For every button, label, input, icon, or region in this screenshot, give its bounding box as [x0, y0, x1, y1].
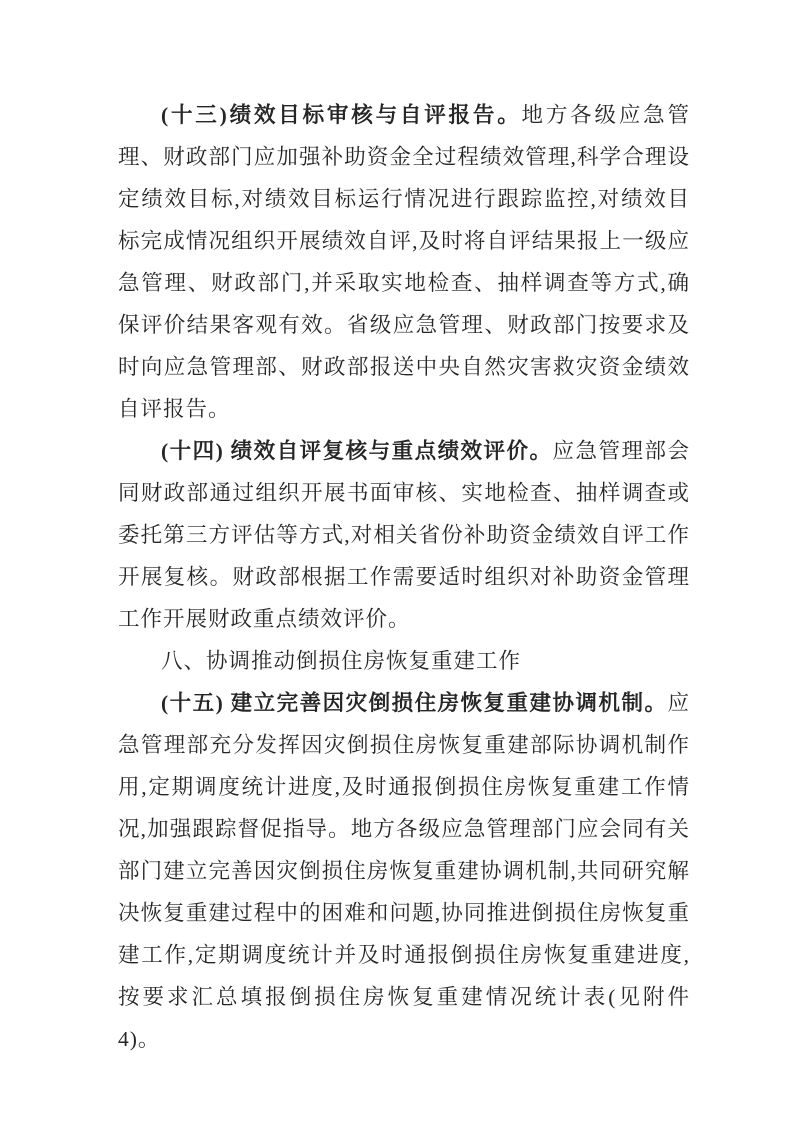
section-8-heading-text: 八、协调推动倒损住房恢复重建工作	[161, 649, 522, 673]
item-13-heading-text: (十三)绩效目标审核与自评报告。	[161, 103, 522, 127]
paragraph-item-13	[118, 94, 690, 430]
paragraph-item-15	[118, 682, 690, 1060]
item-14-heading-text: (十四) 绩效自评复核与重点绩效评价。	[161, 439, 553, 463]
item-13-body-text: 地方各级应急管理、财政部门应加强补助资金全过程绩效管理,科学合理设定绩效目标,对绩效目标运行情况进行跟踪监控,对绩效目标完成情况组织开展绩效自评,及时将自评结果报上一级应急管理、财政部门,并采取实地检查、抽样调查等方式,确保评价结果客观有效。省级应急管理、财政部门按要求及时向应急管理部、财政部报送中央自然灾害救灾资金绩效自评报告。	[118, 103, 690, 421]
item-15-body-text: 应急管理部充分发挥因灾倒损住房恢复重建部际协调机制作用,定期调度统计进度,及时通报倒损住房恢复重建工作情况,加强跟踪督促指导。地方各级应急管理部门应会同有关部门建立完善因灾倒损住房恢复重建协调机制,共同研究解决恢复重建过程中的困难和问题,协同推进倒损住房恢复重建工作,定期调度统计并及时通报倒损住房恢复重建进度,按要求汇总填报倒损住房恢复重建情况统计表(见附件 4)。	[118, 691, 690, 1051]
item-14-body-text: 应急管理部会同财政部通过组织开展书面审核、实地检查、抽样调查或委托第三方评估等方式,对相关省份补助资金绩效自评工作开展复核。财政部根据工作需要适时组织对补助资金管理工作开展财政重点绩效评价。	[118, 439, 690, 631]
section-8-heading	[118, 640, 690, 682]
paragraph-item-14	[118, 430, 690, 640]
item-15-heading-text: (十五) 建立完善因灾倒损住房恢复重建协调机制。	[161, 691, 668, 715]
